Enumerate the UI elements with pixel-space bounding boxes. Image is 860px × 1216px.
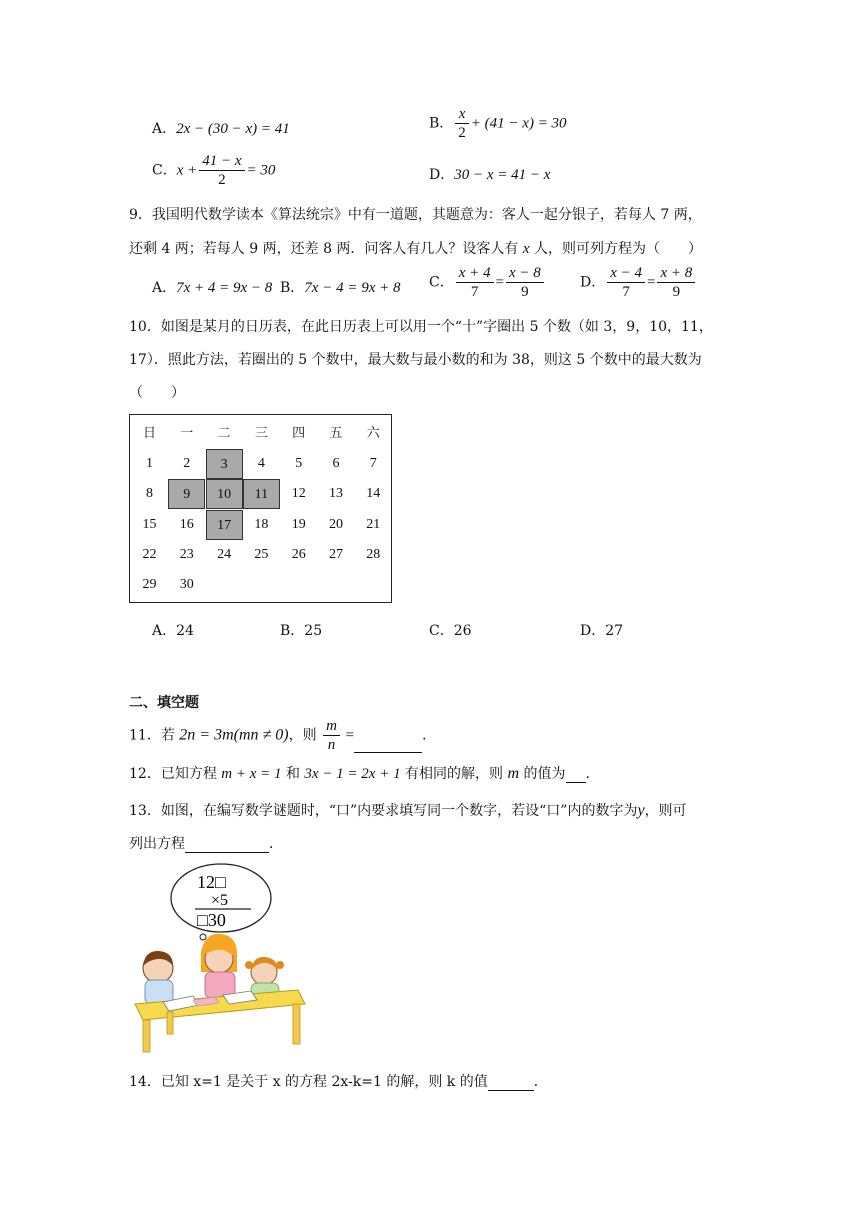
calendar-day-highlighted: 3: [206, 449, 243, 479]
variable: m: [507, 765, 520, 782]
calendar-day: 8: [146, 486, 153, 502]
q9-option-a: [152, 277, 272, 297]
answer-blank[interactable]: [488, 1076, 534, 1091]
equation-rest: + (41 − x) = 30: [470, 115, 567, 132]
puzzle-illustration: [133, 862, 308, 1054]
q10-line-1: 10．如图是某月的日历表，在此日历表上可以用一个“十”字圈出 5 个数（如 3，9，10，11，: [129, 319, 713, 335]
calendar-day: 14: [366, 486, 381, 502]
option-label: B．: [280, 280, 305, 296]
answer-blank[interactable]: [354, 738, 422, 753]
equation-pre: x +: [176, 162, 198, 179]
calendar-weekday-header: 二: [217, 426, 231, 441]
equation-2: 3x − 1 = 2x + 1: [304, 766, 401, 782]
calendar-day: 27: [329, 546, 343, 562]
option-label: D．: [429, 167, 455, 183]
equation: 2x − (30 − x) = 41: [176, 121, 290, 137]
option-label: C．: [429, 274, 454, 291]
calendar-day: 12: [291, 486, 306, 502]
q9-line-2: 还剩 4 两；若每人 9 两，还差 8 两．问客人有几人？设客人有 x 人，则可列方程为（ ）: [129, 241, 702, 257]
calendar-day: 2: [183, 456, 191, 471]
option-label: B．: [429, 115, 454, 132]
calendar-table: [129, 414, 392, 603]
calendar-day: 15: [142, 516, 157, 532]
q14: 14．已知 x=1 是关于 x 的方程 2x-k=1 的解，则 k 的值 ．: [129, 1074, 548, 1090]
calendar-day: 28: [366, 546, 381, 562]
section-title: 二、填空题: [129, 695, 199, 711]
calendar-day-highlighted: 11: [243, 479, 280, 509]
calendar-weekday-header: 五: [329, 426, 343, 441]
equation: 30 − x = 41 − x: [454, 167, 551, 183]
equation: 7x + 4 = 9x − 8: [176, 280, 273, 296]
calendar-day: 4: [257, 456, 265, 471]
calendar-day: 16: [179, 516, 194, 532]
calendar-day: 23: [179, 546, 194, 562]
q8-option-d: [429, 164, 550, 184]
answer-blank[interactable]: [566, 768, 586, 783]
q8-option-c: [152, 153, 275, 188]
variable: y: [637, 802, 645, 819]
condition: 2n = 3m(mn ≠ 0): [179, 726, 289, 744]
option-label: A．: [152, 280, 177, 296]
q8-option-b: [429, 106, 567, 141]
calendar-day: 18: [254, 516, 269, 532]
calendar-day: 22: [142, 546, 157, 562]
fraction: $\frac{x}{2}$: [455, 106, 469, 141]
variable: x: [522, 241, 530, 257]
calendar-day: 20: [329, 516, 343, 532]
q13-line-1: 13．如图，在编写数学谜题时，“口”内要求填写同一个数字，若设“口”内的数字为y，则可: [129, 802, 687, 819]
q11: 11．若 2n = 3m(mn ≠ 0)，则 $\frac{m}{n}$ = ．: [129, 718, 437, 753]
fraction-left: $\frac{x - 4}{7}$: [607, 265, 645, 300]
calendar-weekday-header: 四: [292, 426, 306, 441]
option-label: C．: [152, 162, 177, 179]
calendar-weekday-header: 三: [254, 426, 268, 441]
q13-line-2: 列出方程 ．: [129, 836, 283, 852]
q8-option-a: [152, 118, 290, 138]
q9-option-d: D． $\frac{x - 4}{7}$ = $\frac{x + 8}{9}$: [580, 265, 697, 300]
calendar-day: 26: [291, 546, 306, 562]
calendar-day: 29: [142, 577, 157, 593]
q12: 12．已知方程 m + x = 1 和 3x − 1 = 2x + 1 有相同的解，则 m 的值为 ．: [129, 765, 600, 782]
q10-option-d: D．27: [580, 623, 624, 639]
puzzle-row-1: 12□: [197, 872, 226, 892]
calendar-day: 25: [254, 546, 269, 562]
q10-line-2: 17）．照此方法，若圈出的 5 个数中，最大数与最小数的和为 38，则这 5 个数中的最大数为: [129, 352, 702, 368]
child-middle: [201, 934, 237, 998]
calendar-day: 30: [179, 577, 194, 593]
option-label: A．: [152, 121, 177, 137]
q10-option-a: A．24: [152, 623, 194, 639]
calendar-day: 5: [295, 456, 303, 471]
fraction-right: $\frac{x - 8}{9}$: [506, 265, 544, 300]
calendar-day: 24: [217, 546, 232, 562]
fraction: $\frac{41 - x}{2}$: [199, 153, 244, 188]
calendar-day: 13: [329, 486, 343, 502]
calendar-day-highlighted: 10: [206, 479, 243, 509]
child-left: [143, 951, 173, 1004]
option-label: D．: [580, 274, 606, 291]
equation: 7x − 4 = 9x + 8: [304, 280, 401, 296]
fraction-left: $\frac{x + 4}{7}$: [456, 265, 494, 300]
puzzle-row-3: □30: [197, 910, 226, 930]
q9-line-1: 9．我国明代数学读本《算法统宗》中有一道题，其题意为：客人一起分银子，若每人 7 两，: [129, 207, 702, 223]
calendar-day: 21: [366, 516, 381, 532]
calendar-day: 7: [369, 456, 377, 471]
answer-blank[interactable]: [185, 838, 269, 853]
calendar-day-highlighted: 9: [168, 479, 205, 509]
q10-line-3: （ ）: [129, 385, 185, 401]
calendar-weekday-header: 一: [180, 426, 194, 441]
fraction: $\frac{m}{n}$: [323, 718, 340, 753]
equation-rest: = 30: [246, 162, 276, 179]
puzzle-row-2: ×5: [211, 892, 229, 909]
q9-option-b: [280, 277, 400, 297]
calendar-weekday-header: 六: [366, 426, 380, 441]
calendar-weekday-header: 日: [142, 426, 156, 441]
calendar-day: 19: [291, 516, 306, 532]
q10-option-b: B．25: [280, 623, 323, 639]
calendar-day: 1: [146, 456, 153, 471]
q9-option-c: C． $\frac{x + 4}{7}$ = $\frac{x - 8}{9}$: [429, 265, 546, 300]
calendar-day-highlighted: 17: [206, 510, 243, 540]
equation-1: m + x = 1: [221, 766, 282, 782]
q10-option-c: C．26: [429, 623, 472, 639]
fraction-right: $\frac{x + 8}{9}$: [657, 265, 695, 300]
calendar-day: 6: [332, 456, 340, 471]
